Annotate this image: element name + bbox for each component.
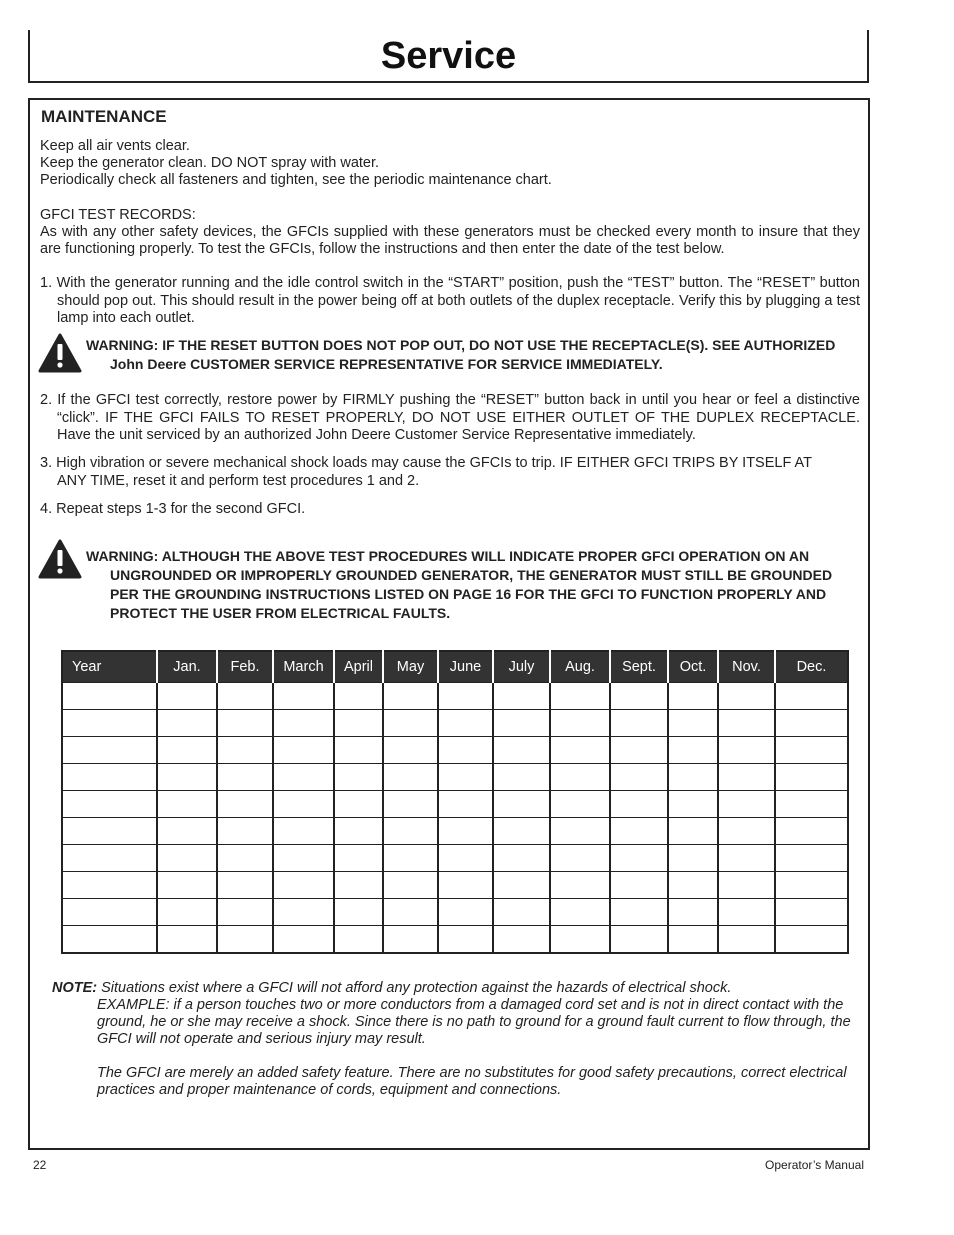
column-header-april: April [334, 651, 383, 683]
table-cell[interactable] [217, 791, 273, 818]
table-cell[interactable] [493, 764, 550, 791]
table-row [62, 845, 848, 872]
maintenance-line: Periodically check all fasteners and tighten, see the periodic maintenance chart. [40, 172, 552, 188]
table-cell[interactable] [668, 764, 718, 791]
note-extra: The GFCI are merely an added safety feature. There are no substitutes for good safety precautions, correct electrical practices and proper maintenance of cords, equipment and connections. [97, 1065, 847, 1098]
table-cell[interactable] [550, 899, 610, 926]
table-cell[interactable] [383, 683, 438, 710]
warning-1: WARNING: IF THE RESET BUTTON DOES NOT POP OUT, DO NOT USE THE RECEPTACLE(S). SEE AUTHORIZED John Deere CUSTOMER SERVICE REPRESENTATIVE FOR SERVICE IMMEDIATELY. [86, 337, 836, 372]
table-cell[interactable] [610, 845, 668, 872]
table-cell[interactable] [775, 872, 848, 899]
table-cell[interactable] [334, 872, 383, 899]
table-cell[interactable] [493, 845, 550, 872]
table-cell[interactable] [334, 899, 383, 926]
table-cell[interactable] [775, 818, 848, 845]
table-cell[interactable] [775, 764, 848, 791]
table-cell[interactable] [334, 845, 383, 872]
table-cell[interactable] [493, 872, 550, 899]
table-cell[interactable] [157, 737, 217, 764]
table-cell[interactable] [718, 818, 775, 845]
table-cell[interactable] [438, 845, 493, 872]
table-cell[interactable] [668, 899, 718, 926]
table-cell[interactable] [493, 683, 550, 710]
table-cell[interactable] [493, 737, 550, 764]
note-line-1: Situations exist where a GFCI will not afford any protection against the hazards of electrical shock. [101, 980, 732, 996]
table-cell[interactable] [550, 845, 610, 872]
table-cell[interactable] [438, 818, 493, 845]
table-cell[interactable] [718, 710, 775, 737]
table-cell[interactable] [62, 791, 157, 818]
page-title-box [28, 30, 869, 83]
table-cell[interactable] [775, 845, 848, 872]
table-cell[interactable] [668, 845, 718, 872]
manual-name: Operator’s Manual [765, 1158, 864, 1172]
maintenance-heading: MAINTENANCE [41, 107, 167, 126]
table-cell[interactable] [383, 737, 438, 764]
table-cell[interactable] [217, 899, 273, 926]
table-cell[interactable] [668, 737, 718, 764]
table-cell[interactable] [610, 872, 668, 899]
note-example: EXAMPLE: if a person touches two or more conductors from a damaged cord set and is not in direct contact with the ground, he or she may receive a shock. Since there is no path to ground for a ground fault current to flow through, the GFCI will not operate and serious injury may result. [97, 997, 851, 1047]
table-cell[interactable] [273, 899, 334, 926]
table-cell[interactable] [217, 683, 273, 710]
table-cell[interactable] [334, 710, 383, 737]
column-header-oct: Oct. [668, 651, 718, 683]
table-row [62, 791, 848, 818]
table-cell[interactable] [438, 764, 493, 791]
column-header-july: July [493, 651, 550, 683]
step-4: 4. Repeat steps 1-3 for the second GFCI. [40, 501, 306, 517]
page-number: 22 [33, 1158, 47, 1172]
table-cell[interactable] [668, 710, 718, 737]
table-cell[interactable] [493, 710, 550, 737]
table-cell[interactable] [217, 737, 273, 764]
table-cell[interactable] [273, 926, 334, 954]
table-cell[interactable] [383, 818, 438, 845]
table-cell[interactable] [610, 791, 668, 818]
warning-triangle-icon [38, 333, 82, 373]
table-cell[interactable] [217, 845, 273, 872]
table-cell[interactable] [775, 926, 848, 954]
table-cell[interactable] [550, 818, 610, 845]
table-cell[interactable] [217, 710, 273, 737]
table-cell[interactable] [550, 764, 610, 791]
table-cell[interactable] [718, 845, 775, 872]
page-title: Service [380, 35, 517, 77]
table-cell[interactable] [157, 791, 217, 818]
table-cell[interactable] [775, 899, 848, 926]
table-cell[interactable] [610, 737, 668, 764]
table-cell[interactable] [157, 899, 217, 926]
table-cell[interactable] [334, 764, 383, 791]
table-cell[interactable] [775, 683, 848, 710]
gfci-test-records-table [61, 650, 849, 954]
table-cell[interactable] [217, 872, 273, 899]
warning-triangle-icon [38, 539, 82, 579]
table-cell[interactable] [550, 710, 610, 737]
table-cell[interactable] [62, 872, 157, 899]
column-header-march: March [273, 651, 334, 683]
table-row [62, 710, 848, 737]
table-cell[interactable] [62, 926, 157, 954]
table-cell[interactable] [217, 926, 273, 954]
table-cell[interactable] [493, 926, 550, 954]
table-row [62, 737, 848, 764]
table-cell[interactable] [383, 791, 438, 818]
table-cell[interactable] [775, 737, 848, 764]
table-cell[interactable] [383, 899, 438, 926]
table-cell[interactable] [273, 710, 334, 737]
maintenance-line: Keep the generator clean. DO NOT spray with water. [40, 155, 380, 171]
table-cell[interactable] [273, 791, 334, 818]
table-cell[interactable] [550, 872, 610, 899]
table-cell[interactable] [62, 818, 157, 845]
table-cell[interactable] [438, 872, 493, 899]
table-cell[interactable] [550, 737, 610, 764]
table-cell[interactable] [383, 872, 438, 899]
table-cell[interactable] [334, 737, 383, 764]
table-cell[interactable] [668, 791, 718, 818]
table-cell[interactable] [550, 791, 610, 818]
table-cell[interactable] [438, 899, 493, 926]
column-header-year: Year [62, 651, 157, 683]
table-cell[interactable] [718, 791, 775, 818]
table-cell[interactable] [610, 683, 668, 710]
table-cell[interactable] [438, 683, 493, 710]
table-cell[interactable] [62, 737, 157, 764]
gfci-records-heading: GFCI TEST RECORDS: [40, 207, 196, 223]
column-header-dec: Dec. [775, 651, 848, 683]
table-row [62, 872, 848, 899]
table-cell[interactable] [334, 926, 383, 954]
table-cell[interactable] [157, 818, 217, 845]
table-cell[interactable] [493, 899, 550, 926]
table-cell[interactable] [334, 818, 383, 845]
table-cell[interactable] [157, 764, 217, 791]
table-cell[interactable] [718, 683, 775, 710]
table-cell[interactable] [157, 710, 217, 737]
table-cell[interactable] [273, 845, 334, 872]
table-cell[interactable] [438, 926, 493, 954]
table-cell[interactable] [62, 845, 157, 872]
table-cell[interactable] [610, 710, 668, 737]
table-cell[interactable] [273, 764, 334, 791]
table-cell[interactable] [668, 818, 718, 845]
table-cell[interactable] [550, 926, 610, 954]
column-header-june: June [438, 651, 493, 683]
table-cell[interactable] [62, 710, 157, 737]
table-row [62, 926, 848, 954]
table-cell[interactable] [383, 845, 438, 872]
table-cell[interactable] [718, 872, 775, 899]
table-cell[interactable] [493, 818, 550, 845]
table-cell[interactable] [383, 764, 438, 791]
warning-2: WARNING: ALTHOUGH THE ABOVE TEST PROCEDURES WILL INDICATE PROPER GFCI OPERATION ON AN UNGROUNDED OR IMPROPERLY GROUNDED GENERATOR, THE GENERATOR MUST STILL BE GROUNDED PER THE GROUNDING INSTRUCTIONS LISTED ON PAGE 16 FOR THE GFCI TO FUNCTION PROPERLY AND PROTECT THE USER FROM ELECTRICAL FAULTS. [86, 548, 833, 621]
table-cell[interactable] [217, 764, 273, 791]
note-lead: NOTE: [52, 980, 98, 996]
step-2: 2. If the GFCI test correctly, restore power by FIRMLY pushing the “RESET” button back in until you hear or feel a distinctive “click”. IF THE GFCI FAILS TO RESET PROPERLY, DO NOT USE EITHER OUTLET OF THE DUPLEX RECEPTACLE. Have the unit serviced by an authorized John Deere Customer Service Representative immediately. [40, 392, 860, 443]
table-cell[interactable] [438, 737, 493, 764]
table-cell[interactable] [334, 683, 383, 710]
table-cell[interactable] [550, 683, 610, 710]
gfci-intro: As with any other safety devices, the GFCIs supplied with these generators must be checked every month to insure that they are functioning properly. To test the GFCIs, follow the instructions and then enter the date of the test below. [40, 224, 860, 257]
column-header-feb: Feb. [217, 651, 273, 683]
table-cell[interactable] [383, 926, 438, 954]
table-cell[interactable] [718, 764, 775, 791]
column-header-aug: Aug. [550, 651, 610, 683]
table-cell[interactable] [157, 926, 217, 954]
table-cell[interactable] [610, 899, 668, 926]
table-row [62, 683, 848, 710]
step-1: 1. With the generator running and the idle control switch in the “START” position, push the “TEST” button. The “RESET” button should pop out. This should result in the power being off at both outlets of the duplex receptacle. Verify this by plugging a test lamp into each outlet. [40, 275, 860, 326]
table-cell[interactable] [718, 737, 775, 764]
table-cell[interactable] [62, 683, 157, 710]
table-cell[interactable] [334, 791, 383, 818]
content-box [28, 98, 870, 1150]
table-cell[interactable] [383, 710, 438, 737]
table-cell[interactable] [775, 791, 848, 818]
column-header-jan: Jan. [157, 651, 217, 683]
table-cell[interactable] [718, 926, 775, 954]
table-cell[interactable] [610, 818, 668, 845]
table-cell[interactable] [273, 872, 334, 899]
table-cell[interactable] [438, 791, 493, 818]
table-cell[interactable] [157, 872, 217, 899]
table-row [62, 818, 848, 845]
table-cell[interactable] [62, 764, 157, 791]
table-cell[interactable] [718, 899, 775, 926]
table-cell[interactable] [217, 818, 273, 845]
table-row [62, 899, 848, 926]
table-cell[interactable] [157, 683, 217, 710]
table-cell[interactable] [438, 710, 493, 737]
step-3: 3. High vibration or severe mechanical shock loads may cause the GFCIs to trip. IF EITHER GFCI TRIPS BY ITSELF AT ANY TIME, reset it and perform test procedures 1 and 2. [40, 455, 812, 489]
table-cell[interactable] [668, 872, 718, 899]
note-block [52, 980, 852, 1099]
table-cell[interactable] [668, 926, 718, 954]
table-cell[interactable] [610, 926, 668, 954]
maintenance-line: Keep all air vents clear. [40, 138, 190, 154]
table-cell[interactable] [273, 818, 334, 845]
table-header-row [62, 651, 848, 683]
column-header-may: May [383, 651, 438, 683]
table-cell[interactable] [668, 683, 718, 710]
table-cell[interactable] [157, 845, 217, 872]
column-header-nov: Nov. [718, 651, 775, 683]
table-cell[interactable] [62, 899, 157, 926]
table-cell[interactable] [273, 737, 334, 764]
table-cell[interactable] [610, 764, 668, 791]
table-cell[interactable] [775, 710, 848, 737]
column-header-sept: Sept. [610, 651, 668, 683]
table-cell[interactable] [493, 791, 550, 818]
table-row [62, 764, 848, 791]
table-cell[interactable] [273, 683, 334, 710]
